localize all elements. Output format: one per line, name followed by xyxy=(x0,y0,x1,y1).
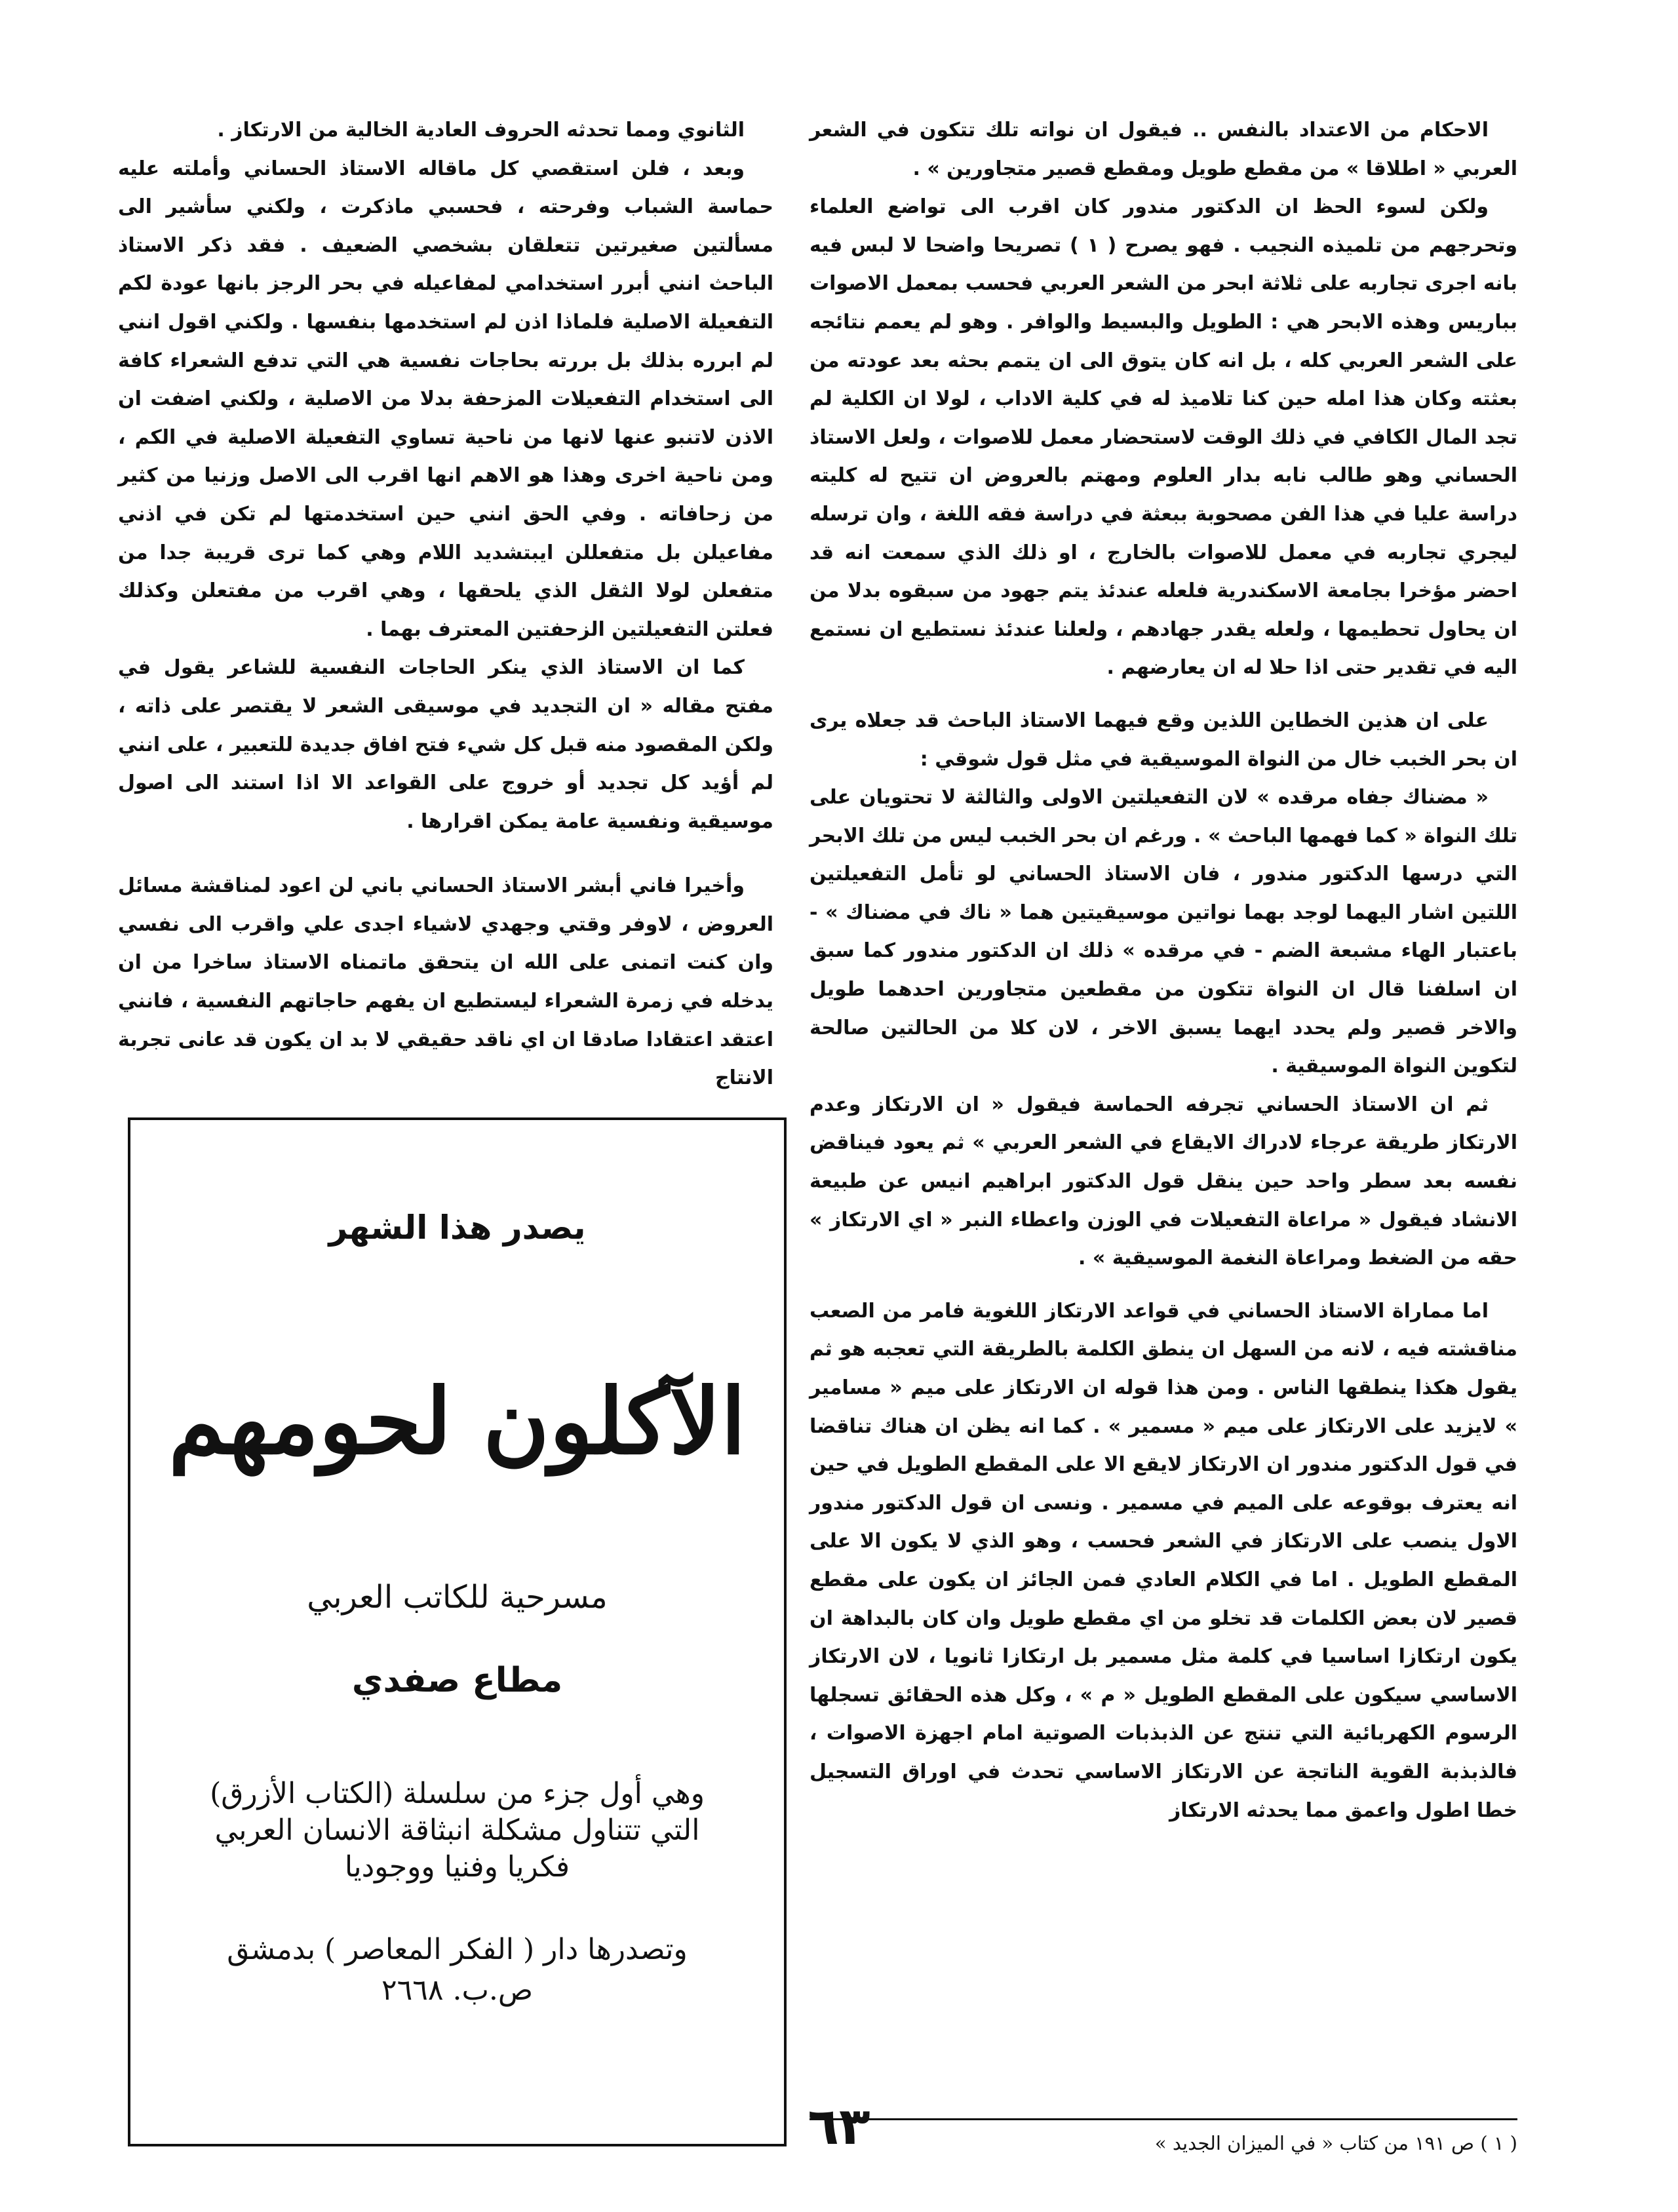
ad-po-box: ص.ب. ٢٦٦٨ xyxy=(381,1973,534,2007)
footnote: ( ١ ) ص ١٩١ من كتاب « في الميزان الجديد » xyxy=(1154,2132,1517,2154)
paragraph: على ان هذين الخطاين اللذين وقع فيهما الاستاذ الباحث قد جعلاه يرى ان بحر الخبب خال من النواة الموسيقية في مثل قول شوقي : xyxy=(810,708,1517,771)
ad-book-title: الآكلون لحومهم xyxy=(168,1368,746,1475)
paragraph: الثانوي ومما تحدثه الحروف العادية الخالية من الارتكاز . xyxy=(217,119,745,142)
ad-publisher-line: وتصدرها دار ( الفكر المعاصر ) بدمشق xyxy=(227,1933,688,1966)
right-column xyxy=(810,111,1517,1830)
paragraph: اما مماراة الاستاذ الحساني في قواعد الارتكاز اللغوية فامر من الصعب مناقشته فيه ، لانه من السهل ان ينطق الكلمة بالطريقة التي تعجبه هو ثم يقول هكذا ينطقها الناس . ومن هذا قوله ان الارتكاز على ميم « مسامير » لايزيد على الارتكاز على ميم « مسمير » . كما انه يظن ان هناك تناقضا في قول الدكتور مندور ان الارتكاز لايقع الا على المقطع الطويل في حين انه يعترف بوقوعه على الميم في مسمير . ونسى ان قول الدكتور مندور الاول ينصب على الارتكاز في الشعر فحسب ، وهو الذي لا يكون الا على المقطع الطويل . اما في الكلام العادي فمن الجائز ان يكون على مقطع قصير لان بعض الكلمات قد تخلو من اي مقطع طويل وان كان بالبداهة ان يكون ارتكازا اساسيا في كلمة مثل مسمير بل ارتكازا ثانويا ، لان الارتكاز الاساسي سيكون على المقطع الطويل « م » ، وكل هذه الحقائق تسجلها الرسوم الكهربائية التي تنتج عن الذبذبات الصوتية امام اجهزة الاصوات ، فالذبذبة القوية الناتجة عن الارتكاز الاساسي تحدث في اوراق التسجيل خطا اطول واعمق مما يحدثه الارتكاز xyxy=(810,1299,1517,1822)
ad-subtitle: مسرحية للكاتب العربي xyxy=(307,1579,608,1616)
page-number: ٦٣ xyxy=(808,2097,870,2156)
ad-description: وهي أول جزء من سلسلة (الكتاب الأزرق) التي تتناول مشكلة انبثاقة الانسان العربي فكريا وفنيا ووجوديا xyxy=(210,1777,705,1884)
ad-heading: يصدر هذا الشهر xyxy=(328,1209,586,1247)
paragraph: ولكن لسوء الحظ ان الدكتور مندور كان اقرب الى تواضع العلماء وتحرجهم من تلميذه النجيب . فهو يصرح ( ١ ) تصريحا واضحا لا لبس فيه بانه اجرى تجاربه على ثلاثة ابحر من الشعر العربي فحسب بمعمل الاصوات بباريس وهذه الابحر هي : الطويل والبسيط والوافر . وهو لم يعمم نتائجه على الشعر العربي كله ، بل انه كان يتوق الى ان يتمم بحثه بعد عودته من بعثته وكان هذا امله حين كنا تلاميذ له في كلية الاداب ، لولا ان الكلية لم تجد المال الكافي في ذلك الوقت لاستحضار معمل للاصوات ، ولعل الاستاذ الحساني وهو طالب نابه بدار العلوم ومهتم بالعروض ان تتيح له كليته دراسة عليا في هذا الفن مصحوبة ببعثة في دراسة فقه اللغة ، وان ترسله ليجري تجاربه في معمل للاصوات بالخارج ، او ذلك الذي سمعت انه قد احضر مؤخرا بجامعة الاسكندرية فلعله عندئذ يتم جهود من سبقوه بدلا من ان يحاول تحطيمها ، ولعله يقدر جهادهم ، ولعلنا عندئذ نستطيع ان نستمع اليه في تقدير حتى اذا حلا له ان يعارضهم . xyxy=(810,195,1517,680)
left-column xyxy=(118,111,773,1098)
ad-publisher xyxy=(130,1930,784,2011)
paragraph: وأخيرا فاني أبشر الاستاذ الحساني باني لن اعود لمناقشة مسائل العروض ، لاوفر وقتي وجهدي لاشياء اجدى علي واقرب الى نفسي وان كنت اتمنى على الله ان يتحقق ماتمناه الاستاذ ساخرا من ان يدخله في زمرة الشعراء ليستطيع ان يفهم حاجاتهم النفسية ، فانني اعتقد اعتقادا صادقا ان اي ناقد حقيقي لا بد ان يكون قد عانى تجربة الانتاج xyxy=(118,874,773,1090)
paragraph: وبعد ، فلن استقصي كل ماقاله الاستاذ الحساني وأملته عليه حماسة الشباب وفرحته ، فحسبي ماذكرت ، ولكني سأشير الى مسألتين صغيرتين تتعلقان بشخصي الضعيف . فقد ذكر الاستاذ الباحث انني أبرر استخدامي لمفاعيله في بحر الرجز بانها عودة لكم التفعيلة الاصلية فلماذا اذن لم استخدمها بنفسها . ولكني اقول انني لم ابرره بذلك بل بررته بحاجات نفسية هي التي تدفع الشعراء كافة الى استخدام التفعيلات المزحفة بدلا من الاصلية ، ولكني اضفت ان الاذن لاتنبو عنها لانها من ناحية تساوي التفعيلة الاصلية في الكم ، ومن ناحية اخرى وهذا هو الاهم انها اقرب الى الاصل وزنيا من كثير من زحافاته . وفي الحق انني حين استخدمتها لم تكن في اذني مفاعيلن بل متفعللن ايبتشديد اللام وهي كما ترى قريبة جدا من متفعلن لولا الثقل الذي يلحقها ، وهي اقرب من مفتعلن وكذلك فعلتن التفعيلتين الزحفتين المعترف بهما . xyxy=(118,157,773,641)
ad-author: مطاع صفدي xyxy=(351,1661,563,1700)
paragraph: الاحكام من الاعتداد بالنفس .. فيقول ان نواته تلك تتكون في الشعر العربي « اطلاقا » من مقطع طويل ومقطع قصير متجاورين » . xyxy=(810,119,1517,180)
paragraph: ثم ان الاستاذ الحساني تجرفه الحماسة فيقول « ان الارتكاز وعدم الارتكاز طريقة عرجاء لادراك الايقاع في الشعر العربي » ثم يعود فيناقض نفسه بعد سطر واحد حين ينقل قول الدكتور ابراهيم انيس عن طبيعة الانشاد فيقول « مراعاة التفعيلات في الوزن واعطاء النبر « اي الارتكاز » حقه من الضغط ومراعاة النغمة الموسيقية » . xyxy=(810,1093,1517,1270)
paragraph: « مضناك جفاه مرقده » لان التفعيلتين الاولى والثالثة لا تحتويان على تلك النواة « كما فهمها الباحث » . ورغم ان بحر الخبب ليس من تلك الابحر التي درسها الدكتور مندور ، فان الاستاذ الحساني لو تأمل التفعيلتين اللتين اشار اليهما لوجد بهما نواتين موسيقيتين هما « ناك في مضناك » - باعتبار الهاء مشبعة الضم - في مرقده » ذلك ان الدكتور مندور كما سبق ان اسلفنا قال ان النواة تتكون من مقطعين متجاورين احدهما طويل والاخر قصير ولم يحدد ايهما يسبق الاخر ، لان كلا من الحالتين صالحة لتكوين النواة الموسيقية . xyxy=(810,786,1517,1078)
advertisement-box xyxy=(128,1117,787,2146)
paragraph: كما ان الاستاذ الذي ينكر الحاجات النفسية للشاعر يقول في مفتح مقاله « ان التجديد في موسيقى الشعر لا يقتصر على ذاته ، ولكن المقصود منه قبل كل شيء فتح افاق جديدة للتعبير ، على انني لم أؤيد كل تجديد أو خروج على القواعد الا اذا استند الى اصول موسيقية ونفسية عامة يمكن اقرارها . xyxy=(118,656,773,833)
